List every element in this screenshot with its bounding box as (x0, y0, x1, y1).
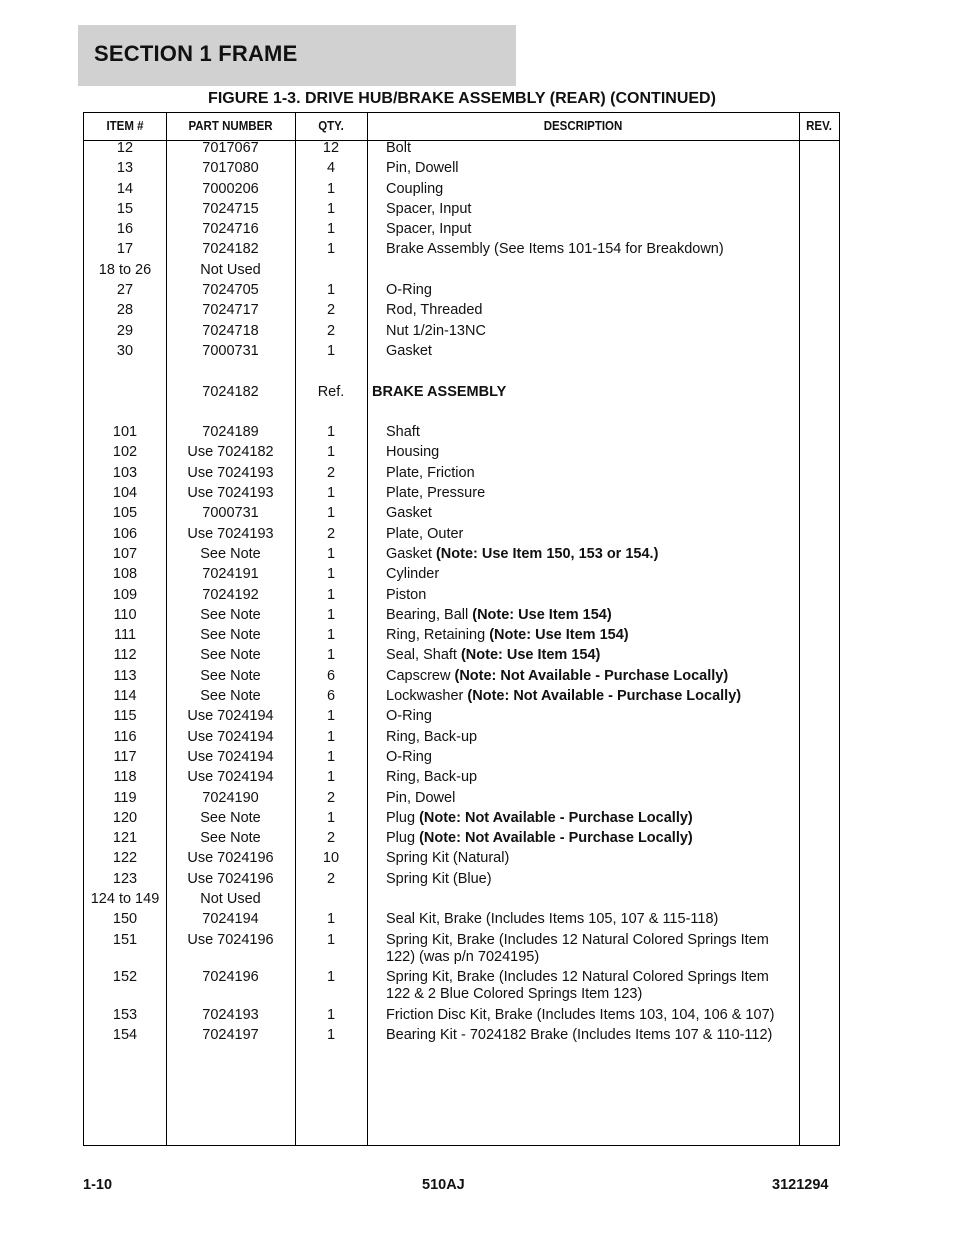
item-number: 153 (112, 1006, 138, 1023)
description (386, 911, 796, 928)
description-text: Bolt (386, 140, 411, 156)
document-number: 3121294 (772, 1177, 829, 1193)
table-row (84, 607, 839, 627)
description (386, 688, 796, 705)
description-text: Ring, Back-up (386, 769, 478, 786)
item-number: 154 (112, 1026, 138, 1043)
description-text: Capscrew (386, 667, 451, 684)
item-number: 116 (113, 728, 137, 745)
quantity: 1 (326, 180, 336, 197)
item-number: 124 to 149 (90, 890, 160, 907)
part-number: 7024716 (202, 221, 259, 238)
part-number: See Note (200, 545, 261, 562)
description-text: Ring, Back-up (386, 728, 478, 745)
quantity: 1 (326, 221, 336, 238)
description-text: Spring Kit, Brake (Includes 12 Natural Colored Springs Item 122 & 2 Blue Colored Springs Item 123) (386, 969, 769, 1003)
description-text: Brake Assembly (See Items 101-154 for Breakdown) (386, 241, 724, 258)
description-text: Rod, Threaded (386, 302, 483, 319)
quantity: 1 (326, 485, 336, 502)
table-row (84, 505, 839, 525)
quantity: 2 (326, 302, 336, 319)
item-number: 117 (113, 748, 137, 765)
description-text: Gasket (386, 505, 432, 522)
description-text: Spring Kit, Brake (Includes 12 Natural Colored Springs Item 122) (was p/n 7024195) (386, 931, 769, 965)
item-number: 27 (116, 282, 134, 299)
table-row (84, 729, 839, 749)
description-text: O-Ring (386, 748, 432, 765)
description-text: Bearing, Ball (386, 606, 469, 623)
item-number: 119 (113, 789, 137, 806)
item-number: 29 (116, 322, 134, 339)
description (386, 302, 796, 319)
quantity: 1 (326, 505, 336, 522)
description-text: Pin, Dowel (386, 789, 456, 806)
table-row (84, 969, 839, 1007)
item-number: 107 (112, 545, 138, 562)
description (386, 201, 796, 218)
part-number: See Note (200, 830, 261, 847)
description (386, 790, 796, 807)
part-number: See Note (200, 667, 261, 684)
table-row (84, 526, 839, 546)
description (386, 810, 796, 827)
description (386, 1007, 796, 1024)
quantity: Ref. (317, 383, 345, 400)
item-number: 16 (116, 221, 134, 238)
description-text: Housing (386, 444, 440, 461)
table-row (84, 363, 839, 383)
header-part-number: PART NUMBER (188, 119, 273, 133)
quantity: 1 (326, 586, 336, 603)
description-note: (Note: Not Available - Purchase Locally) (419, 830, 693, 847)
part-number: 7000731 (202, 342, 259, 359)
quantity: 2 (326, 322, 336, 339)
item-number: 112 (113, 647, 137, 664)
table-row (84, 221, 839, 241)
quantity: 2 (326, 870, 336, 887)
description (386, 749, 796, 766)
quantity: 2 (326, 525, 336, 542)
table-row (84, 546, 839, 566)
description (386, 627, 796, 644)
item-number: 123 (112, 870, 138, 887)
table-row (84, 465, 839, 485)
item-number: 15 (116, 200, 134, 217)
part-number: Use 7024194 (187, 728, 274, 745)
part-number: 7024197 (202, 1026, 259, 1043)
description-text: Pin, Dowell (386, 160, 459, 177)
quantity: 2 (326, 464, 336, 481)
part-number: See Note (200, 809, 261, 826)
quantity: 6 (326, 667, 336, 684)
part-number: Use 7024193 (187, 485, 274, 502)
quantity: 1 (326, 728, 336, 745)
table-row (84, 1007, 839, 1027)
table-row (84, 262, 839, 282)
description-text: Coupling (386, 180, 444, 197)
part-number: Use 7024182 (187, 444, 274, 461)
part-number: 7017067 (202, 140, 259, 156)
description (386, 221, 796, 238)
item-number: 105 (112, 505, 138, 522)
table-row (84, 404, 839, 424)
quantity: 1 (326, 627, 336, 644)
item-number: 111 (113, 627, 137, 644)
item-number: 18 to 26 (98, 261, 152, 278)
part-number: 7024194 (202, 911, 259, 928)
description-text: Cylinder (386, 566, 440, 583)
part-number: Use 7024193 (187, 525, 274, 542)
part-number: Not Used (200, 890, 261, 907)
description-text: Nut 1/2in-13NC (386, 322, 486, 339)
description (386, 708, 796, 725)
quantity: 2 (326, 830, 336, 847)
table-row (84, 668, 839, 688)
table-row (84, 911, 839, 931)
description (386, 465, 796, 482)
description-text: Piston (386, 586, 427, 603)
item-number: 150 (112, 911, 138, 928)
quantity: 1 (326, 606, 336, 623)
item-number: 104 (112, 485, 138, 502)
parts-table (83, 112, 840, 1146)
item-number: 108 (112, 566, 138, 583)
quantity: 1 (326, 931, 336, 948)
description (386, 323, 796, 340)
table-row (84, 627, 839, 647)
description-note: (Note: Use Item 150, 153 or 154.) (435, 545, 659, 562)
description (386, 871, 796, 888)
table-row (84, 871, 839, 891)
part-number: Use 7024194 (187, 708, 274, 725)
description (386, 160, 796, 177)
item-number: 121 (112, 830, 138, 847)
item-number: 12 (116, 140, 134, 156)
description (386, 1027, 796, 1044)
quantity: 1 (326, 769, 336, 786)
part-number: 7024705 (202, 282, 259, 299)
description-text: Lockwasher (386, 688, 464, 705)
model-number: 510AJ (422, 1177, 465, 1193)
description (386, 729, 796, 746)
description-text: Spacer, Input (386, 200, 472, 217)
quantity: 1 (326, 342, 336, 359)
quantity: 1 (326, 647, 336, 664)
part-number: Use 7024193 (187, 464, 274, 481)
item-number: 102 (112, 444, 138, 461)
table-row (84, 688, 839, 708)
item-number: 114 (113, 688, 137, 705)
part-number: Use 7024194 (187, 748, 274, 765)
quantity: 1 (326, 241, 336, 258)
description-text: Spring Kit (Blue) (386, 870, 492, 887)
table-row (84, 769, 839, 789)
section-header (78, 25, 516, 86)
description (386, 607, 796, 624)
quantity: 1 (326, 809, 336, 826)
figure-title: FIGURE 1-3. DRIVE HUB/BRAKE ASSEMBLY (REAR) (CONTINUED) (208, 90, 716, 107)
description-text: Plug (386, 809, 416, 826)
description-note: (Note: Not Available - Purchase Locally) (419, 809, 693, 826)
item-number: 106 (112, 525, 138, 542)
part-number: 7024193 (202, 1006, 259, 1023)
part-number: 7000731 (202, 505, 259, 522)
table-row (84, 323, 839, 343)
description (386, 769, 796, 786)
description (386, 932, 796, 966)
table-row (84, 485, 839, 505)
table-row (84, 790, 839, 810)
part-number: 7024717 (202, 302, 259, 319)
description (386, 647, 796, 664)
table-row (84, 181, 839, 201)
description-note: (Note: Not Available - Purchase Locally) (467, 688, 742, 705)
part-number: Not Used (200, 261, 261, 278)
description (386, 282, 796, 299)
description-text: Seal, Shaft (386, 647, 457, 664)
quantity: 1 (326, 969, 336, 986)
table-row (84, 891, 839, 911)
table-row (84, 587, 839, 607)
description-text: Spacer, Input (386, 221, 472, 238)
part-number: 7024718 (202, 322, 259, 339)
description-text: Gasket (386, 342, 432, 359)
table-row (84, 830, 839, 850)
description-text: Spring Kit (Natural) (386, 850, 510, 867)
description (386, 505, 796, 522)
quantity: 4 (326, 160, 336, 177)
description-text: O-Ring (386, 282, 432, 299)
part-number: Use 7024194 (187, 769, 274, 786)
description (386, 566, 796, 583)
description-note: (Note: Use Item 154) (472, 606, 612, 623)
table-row (84, 444, 839, 464)
part-number: 7024182 (202, 383, 259, 400)
description-text: Ring, Retaining (386, 627, 486, 644)
table-row (84, 140, 839, 160)
part-number: 7024715 (202, 200, 259, 217)
description-text: O-Ring (386, 708, 432, 725)
quantity: 1 (326, 748, 336, 765)
item-number: 103 (112, 464, 138, 481)
item-number: 101 (112, 424, 138, 441)
part-number: See Note (200, 647, 261, 664)
item-number: 13 (116, 160, 134, 177)
item-number: 109 (112, 586, 138, 603)
quantity: 10 (322, 850, 340, 867)
part-number: 7024190 (202, 789, 259, 806)
description (386, 241, 796, 258)
quantity: 1 (326, 1006, 336, 1023)
table-row (84, 647, 839, 667)
table-row (84, 932, 839, 970)
part-number: 7017080 (202, 160, 259, 177)
description (386, 830, 796, 847)
table-row (84, 708, 839, 728)
part-number: 7024191 (202, 566, 259, 583)
table-row (84, 850, 839, 870)
description (386, 424, 796, 441)
description (386, 546, 796, 563)
header-qty: QTY. (318, 119, 344, 133)
part-number: See Note (200, 606, 261, 623)
item-number: 113 (113, 667, 137, 684)
table-row (84, 566, 839, 586)
part-number: Use 7024196 (187, 850, 274, 867)
quantity: 1 (326, 444, 336, 461)
item-number: 118 (113, 769, 137, 786)
part-number: 7000206 (202, 180, 259, 197)
description (386, 444, 796, 461)
item-number: 14 (116, 180, 134, 197)
quantity: 1 (326, 1026, 336, 1043)
description (386, 587, 796, 604)
quantity: 1 (326, 200, 336, 217)
table-row (84, 343, 839, 363)
description (386, 343, 796, 360)
part-number: See Note (200, 627, 261, 644)
description-text: Friction Disc Kit, Brake (Includes Items 103, 104, 106 & 107) (386, 1006, 775, 1023)
item-number: 30 (116, 342, 134, 359)
description (386, 140, 796, 157)
table-row (84, 810, 839, 830)
part-number: 7024182 (202, 241, 259, 258)
item-number: 152 (112, 969, 138, 986)
description (386, 668, 796, 685)
description-text: Bearing Kit - 7024182 Brake (Includes Items 107 & 110-112) (386, 1026, 773, 1043)
description-text: Shaft (386, 424, 420, 441)
description-text: Plate, Outer (386, 525, 464, 542)
item-number: 110 (113, 606, 137, 623)
item-number: 120 (112, 809, 138, 826)
table-row (84, 1027, 839, 1047)
header-rev: REV. (806, 119, 832, 133)
quantity: 1 (326, 566, 336, 583)
description-text: Plug (386, 830, 416, 847)
description-text: BRAKE ASSEMBLY (372, 383, 507, 400)
quantity: 12 (322, 140, 340, 156)
table-row (84, 749, 839, 769)
item-number: 28 (116, 302, 134, 319)
item-number: 115 (113, 708, 137, 725)
part-number: Use 7024196 (187, 870, 274, 887)
part-number: Use 7024196 (187, 931, 274, 948)
section-title: SECTION 1 FRAME (94, 41, 298, 66)
table-row (84, 282, 839, 302)
part-number: See Note (200, 688, 261, 705)
quantity: 1 (326, 708, 336, 725)
description-text: Seal Kit, Brake (Includes Items 105, 107 & 115-118) (386, 911, 719, 928)
description (386, 969, 796, 1003)
table-row (84, 424, 839, 444)
description (386, 526, 796, 543)
quantity: 1 (326, 545, 336, 562)
table-row (84, 160, 839, 180)
page-number: 1-10 (83, 1177, 113, 1193)
header-description: DESCRIPTION (543, 119, 623, 133)
description-text: Plate, Friction (386, 464, 475, 481)
table-body (84, 140, 839, 1047)
description (386, 181, 796, 198)
description-text: Gasket (386, 545, 432, 562)
table-row (84, 201, 839, 221)
part-number: 7024192 (202, 586, 259, 603)
item-number: 122 (112, 850, 138, 867)
description-note: (Note: Not Available - Purchase Locally) (454, 667, 729, 684)
item-number: 151 (112, 931, 138, 948)
quantity: 1 (326, 424, 336, 441)
description-note: (Note: Use Item 154) (489, 627, 629, 644)
description-text: Plate, Pressure (386, 485, 486, 502)
quantity: 1 (326, 282, 336, 299)
description (386, 850, 796, 867)
quantity: 6 (326, 688, 336, 705)
item-number: 17 (116, 241, 134, 258)
quantity: 2 (326, 789, 336, 806)
header-item: ITEM # (106, 119, 144, 133)
part-number: 7024196 (202, 969, 259, 986)
description (372, 384, 782, 401)
part-number: 7024189 (202, 424, 259, 441)
table-row (84, 384, 839, 404)
description-note: (Note: Use Item 154) (460, 647, 601, 664)
table-row (84, 241, 839, 261)
description (386, 485, 796, 502)
table-row (84, 302, 839, 322)
quantity: 1 (326, 911, 336, 928)
